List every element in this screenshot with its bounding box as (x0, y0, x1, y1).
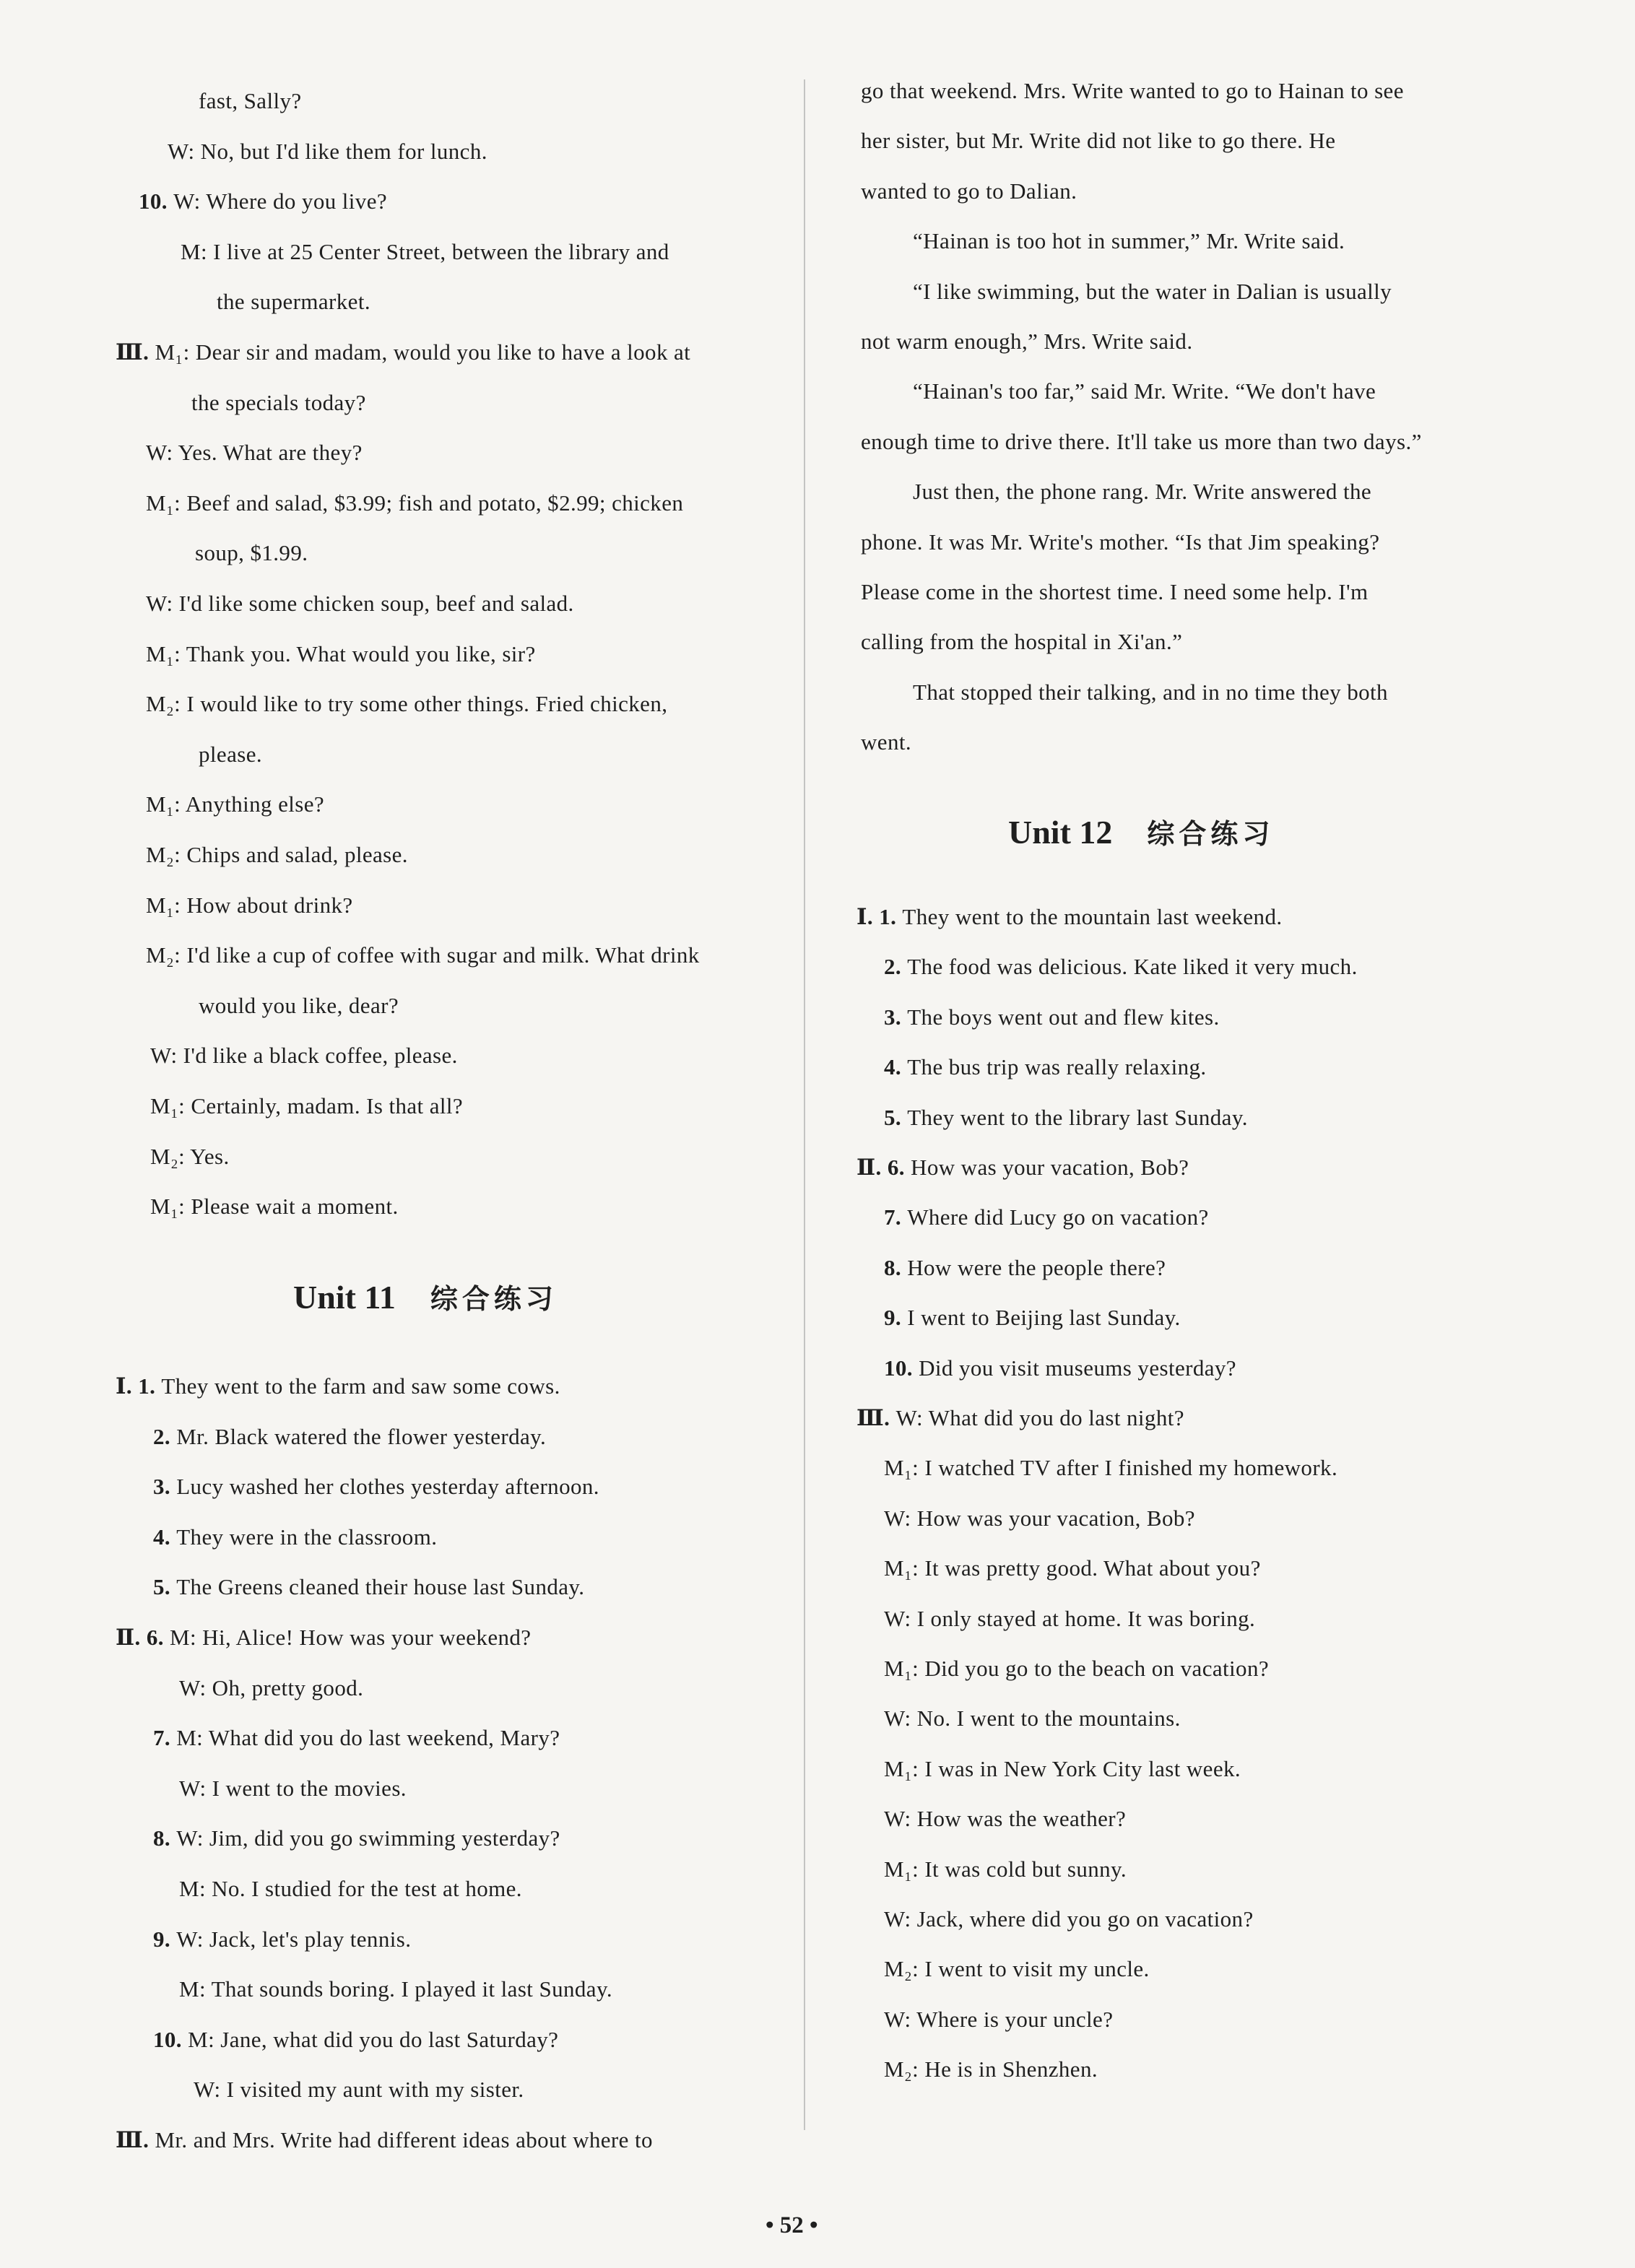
text-line (913, 377, 1376, 406)
text-line (116, 2126, 653, 2155)
line-text: W: I'd like some chicken soup, beef and salad. (146, 591, 574, 616)
text-line (856, 1404, 1184, 1433)
line-text: That stopped their talking, and in no time they both (913, 679, 1388, 705)
line-text: M: I live at 25 Center Street, between the library and (181, 238, 669, 264)
item-label: 9. (153, 1926, 177, 1952)
text-line (884, 1604, 1255, 1633)
text-line (913, 277, 1392, 306)
text-line (146, 489, 683, 518)
line-text: The food was delicious. Kate liked it very much. (907, 954, 1358, 980)
text-line (884, 1053, 1207, 1082)
line-text: Did you visit museums yesterday? (919, 1355, 1236, 1381)
line-text: W: I visited my aunt with my sister. (194, 2077, 524, 2103)
line-text: “Hainan's too far,” said Mr. Write. “We don't have (913, 378, 1376, 404)
line-text: W: I only stayed at home. It was boring. (884, 1605, 1256, 1631)
item-label: 10. (884, 1355, 919, 1381)
text-line (884, 1855, 1127, 1884)
line-text: please. (199, 741, 263, 767)
line-text: the specials today? (191, 389, 366, 415)
line-text: How were the people there? (907, 1254, 1166, 1280)
text-line (884, 1905, 1254, 1934)
item-label: 3. (153, 1474, 177, 1500)
text-line (861, 126, 1335, 155)
text-line (146, 438, 363, 467)
line-text: M₂: I would like to try some other things. Fried chicken, (146, 691, 668, 717)
item-label: 3. (884, 1004, 908, 1030)
text-line (861, 327, 1192, 356)
text-line (153, 1824, 560, 1853)
item-label: 2. (153, 1423, 177, 1449)
item-label: 4. (153, 1524, 177, 1550)
line-text: W: How was the weather? (884, 1806, 1127, 1832)
text-line (153, 1523, 437, 1552)
text-line (153, 2025, 558, 2054)
line-text: calling from the hospital in Xi'an.” (861, 629, 1183, 655)
line-text: wanted to go to Dalian. (861, 178, 1077, 204)
line-text: W: I'd like a black coffee, please. (150, 1043, 458, 1069)
line-text: M₁: Anything else? (146, 791, 325, 817)
text-line (884, 2005, 1113, 2034)
item-label: 8. (153, 1825, 177, 1851)
text-line (153, 1925, 411, 1954)
line-text: The boys went out and flew kites. (907, 1004, 1220, 1030)
text-line (146, 891, 353, 920)
line-text: Please come in the shortest time. I need some help. I'm (861, 579, 1369, 604)
line-text: W: Jack, let's play tennis. (176, 1926, 412, 1952)
item-label: 10. (139, 188, 174, 214)
item-label: Ⅲ. (856, 1405, 896, 1430)
text-line (179, 1774, 407, 1803)
text-line (146, 790, 324, 819)
line-text: M: No. I studied for the test at home. (179, 1876, 522, 1901)
text-line (199, 87, 302, 116)
text-line (913, 678, 1388, 707)
column-divider (804, 79, 805, 2130)
line-text: “Hainan is too hot in summer,” Mr. Write said. (913, 228, 1345, 254)
line-text: The bus trip was really relaxing. (907, 1054, 1207, 1080)
text-line (150, 1142, 230, 1171)
text-line (146, 690, 667, 718)
line-text: M₁: It was pretty good. What about you? (884, 1555, 1261, 1581)
text-line (884, 1704, 1181, 1733)
line-text: W: Yes. What are they? (146, 440, 363, 466)
text-line (884, 1504, 1195, 1533)
text-line (861, 177, 1077, 206)
line-text: W: Where do you live? (173, 188, 388, 214)
text-line (146, 589, 574, 618)
text-line (884, 1103, 1248, 1132)
item-label: Ⅲ. (116, 339, 155, 365)
text-line (199, 740, 262, 769)
item-label: Ⅰ. 1. (856, 904, 903, 929)
line-text: enough time to drive there. It'll take us more than two days.” (861, 428, 1422, 454)
text-line (217, 287, 370, 316)
item-label: 9. (884, 1305, 908, 1331)
text-line (153, 1472, 599, 1501)
item-label: 2. (884, 954, 908, 980)
item-label: 8. (884, 1254, 908, 1280)
text-line (884, 952, 1358, 981)
text-line (116, 338, 690, 367)
line-text: They went to the library last Sunday. (907, 1104, 1248, 1130)
text-line (884, 1755, 1241, 1783)
line-text: W: Jim, did you go swimming yesterday? (176, 1825, 560, 1851)
line-text: M₁: How about drink? (146, 892, 353, 918)
text-line (181, 238, 669, 266)
line-text: M: Jane, what did you do last Saturday? (188, 2026, 559, 2052)
item-label: 4. (884, 1054, 908, 1080)
text-line (884, 2055, 1098, 2084)
line-text: W: Where is your uncle? (884, 2006, 1114, 2032)
unit12-title: Unit 12 (1008, 814, 1113, 851)
line-text: M₁: Beef and salad, $3.99; fish and potato, $2.99; chicken (146, 490, 684, 516)
line-text: W: How was your vacation, Bob? (884, 1505, 1195, 1531)
text-line (884, 1955, 1150, 1984)
text-line (884, 1254, 1166, 1282)
line-text: the supermarket. (217, 289, 370, 315)
text-line (153, 1724, 560, 1752)
line-text: went. (861, 729, 912, 755)
text-line (179, 1874, 522, 1903)
text-line (861, 728, 911, 757)
item-label: 5. (884, 1104, 908, 1130)
text-line (884, 1354, 1236, 1383)
line-text: Lucy washed her clothes yesterday afternoon. (176, 1474, 599, 1500)
line-text: W: No, but I'd like them for lunch. (168, 138, 487, 164)
line-text: Where did Lucy go on vacation? (907, 1204, 1209, 1230)
line-text: Mr. Black watered the flower yesterday. (176, 1423, 547, 1449)
line-text: go that weekend. Mrs. Write wanted to go to Hainan to see (861, 78, 1404, 103)
line-text: M₁: Dear sir and madam, would you like to have a look at (155, 339, 691, 365)
text-line (884, 1454, 1337, 1482)
text-line (884, 1654, 1269, 1683)
item-label: Ⅱ. 6. (116, 1625, 170, 1650)
line-text: M₁: Certainly, madam. Is that all? (150, 1093, 464, 1118)
item-label: Ⅱ. 6. (856, 1155, 911, 1180)
text-line (861, 77, 1404, 105)
item-label: Ⅲ. (116, 2127, 155, 2152)
text-line (884, 1003, 1220, 1032)
line-text: I went to Beijing last Sunday. (907, 1305, 1181, 1331)
line-text: would you like, dear? (199, 992, 399, 1018)
line-text: M₂: Chips and salad, please. (146, 842, 408, 867)
text-line (199, 991, 399, 1020)
text-line (150, 1192, 399, 1221)
line-text: M₂: Yes. (150, 1143, 230, 1169)
text-line (884, 1203, 1209, 1232)
text-line (153, 1573, 584, 1602)
text-line (861, 627, 1182, 656)
text-line (856, 1153, 1189, 1182)
unit11-cn-title: 综合练习 (430, 1283, 558, 1315)
item-label: 7. (153, 1725, 177, 1751)
text-line (191, 388, 366, 417)
line-text: M₁: Did you go to the beach on vacation? (884, 1656, 1270, 1681)
line-text: M₂: I went to visit my uncle. (884, 1956, 1150, 1982)
line-text: phone. It was Mr. Write's mother. “Is that Jim speaking? (861, 529, 1380, 555)
line-text: The Greens cleaned their house last Sunday. (176, 1574, 585, 1600)
line-text: W: I went to the movies. (179, 1775, 407, 1801)
text-line (179, 1975, 612, 2004)
line-text: M₁: Thank you. What would you like, sir? (146, 640, 536, 666)
text-line (884, 1554, 1261, 1583)
text-line (146, 640, 536, 669)
text-line (146, 840, 408, 869)
text-line (139, 187, 387, 216)
line-text: fast, Sally? (199, 88, 302, 113)
line-text: soup, $1.99. (195, 540, 308, 566)
unit12-heading (1008, 812, 1274, 851)
unit11-heading (293, 1277, 558, 1316)
line-text: her sister, but Mr. Write did not like to go there. He (861, 128, 1336, 154)
line-text: M: Hi, Alice! How was your weekend? (170, 1625, 532, 1650)
line-text: M: What did you do last weekend, Mary? (176, 1725, 560, 1751)
line-text: “I like swimming, but the water in Dalian is usually (913, 278, 1392, 304)
text-line (195, 539, 308, 568)
item-label: 10. (153, 2026, 188, 2052)
text-line (856, 903, 1283, 931)
line-text: They went to the farm and saw some cows. (161, 1373, 560, 1399)
line-text: W: Jack, where did you go on vacation? (884, 1906, 1254, 1932)
line-text: M₁: Please wait a moment. (150, 1194, 399, 1220)
text-line (861, 427, 1422, 456)
line-text: Mr. and Mrs. Write had different ideas about where to (155, 2127, 653, 2152)
text-line (884, 1303, 1181, 1332)
text-line (884, 1804, 1126, 1833)
text-line (146, 941, 700, 970)
line-text: W: No. I went to the mountains. (884, 1706, 1181, 1732)
line-text: M₁: It was cold but sunny. (884, 1856, 1127, 1882)
item-label: 7. (884, 1204, 908, 1230)
line-text: They went to the mountain last weekend. (902, 904, 1283, 929)
line-text: not warm enough,” Mrs. Write said. (861, 329, 1193, 354)
unit12-cn-title: 综合练习 (1147, 818, 1275, 850)
line-text: M₁: I watched TV after I finished my homework. (884, 1455, 1338, 1481)
line-text: M: That sounds boring. I played it last Sunday. (179, 1976, 613, 2002)
text-line (168, 137, 487, 166)
line-text: W: Oh, pretty good. (179, 1674, 364, 1700)
text-line (116, 1372, 560, 1401)
text-line (116, 1623, 531, 1652)
text-line (913, 477, 1371, 506)
line-text: How was your vacation, Bob? (911, 1155, 1189, 1180)
text-line (150, 1092, 463, 1121)
text-line (194, 2075, 524, 2104)
text-line (153, 1422, 546, 1451)
line-text: They were in the classroom. (176, 1524, 438, 1550)
line-text: M₂: He is in Shenzhen. (884, 2056, 1098, 2082)
page-number: • 52 • (766, 2212, 818, 2238)
line-text: Just then, the phone rang. Mr. Write answered the (913, 479, 1372, 505)
text-line (913, 227, 1345, 256)
item-label: 5. (153, 1574, 177, 1600)
text-line (150, 1041, 458, 1070)
text-line (861, 578, 1369, 607)
line-text: M₁: I was in New York City last week. (884, 1755, 1241, 1781)
text-line (179, 1674, 363, 1703)
item-label: Ⅰ. 1. (116, 1373, 162, 1399)
line-text: W: What did you do last night? (895, 1405, 1184, 1430)
text-line (861, 528, 1379, 557)
unit11-title: Unit 11 (293, 1279, 396, 1316)
line-text: M₂: I'd like a cup of coffee with sugar and milk. What drink (146, 942, 700, 968)
